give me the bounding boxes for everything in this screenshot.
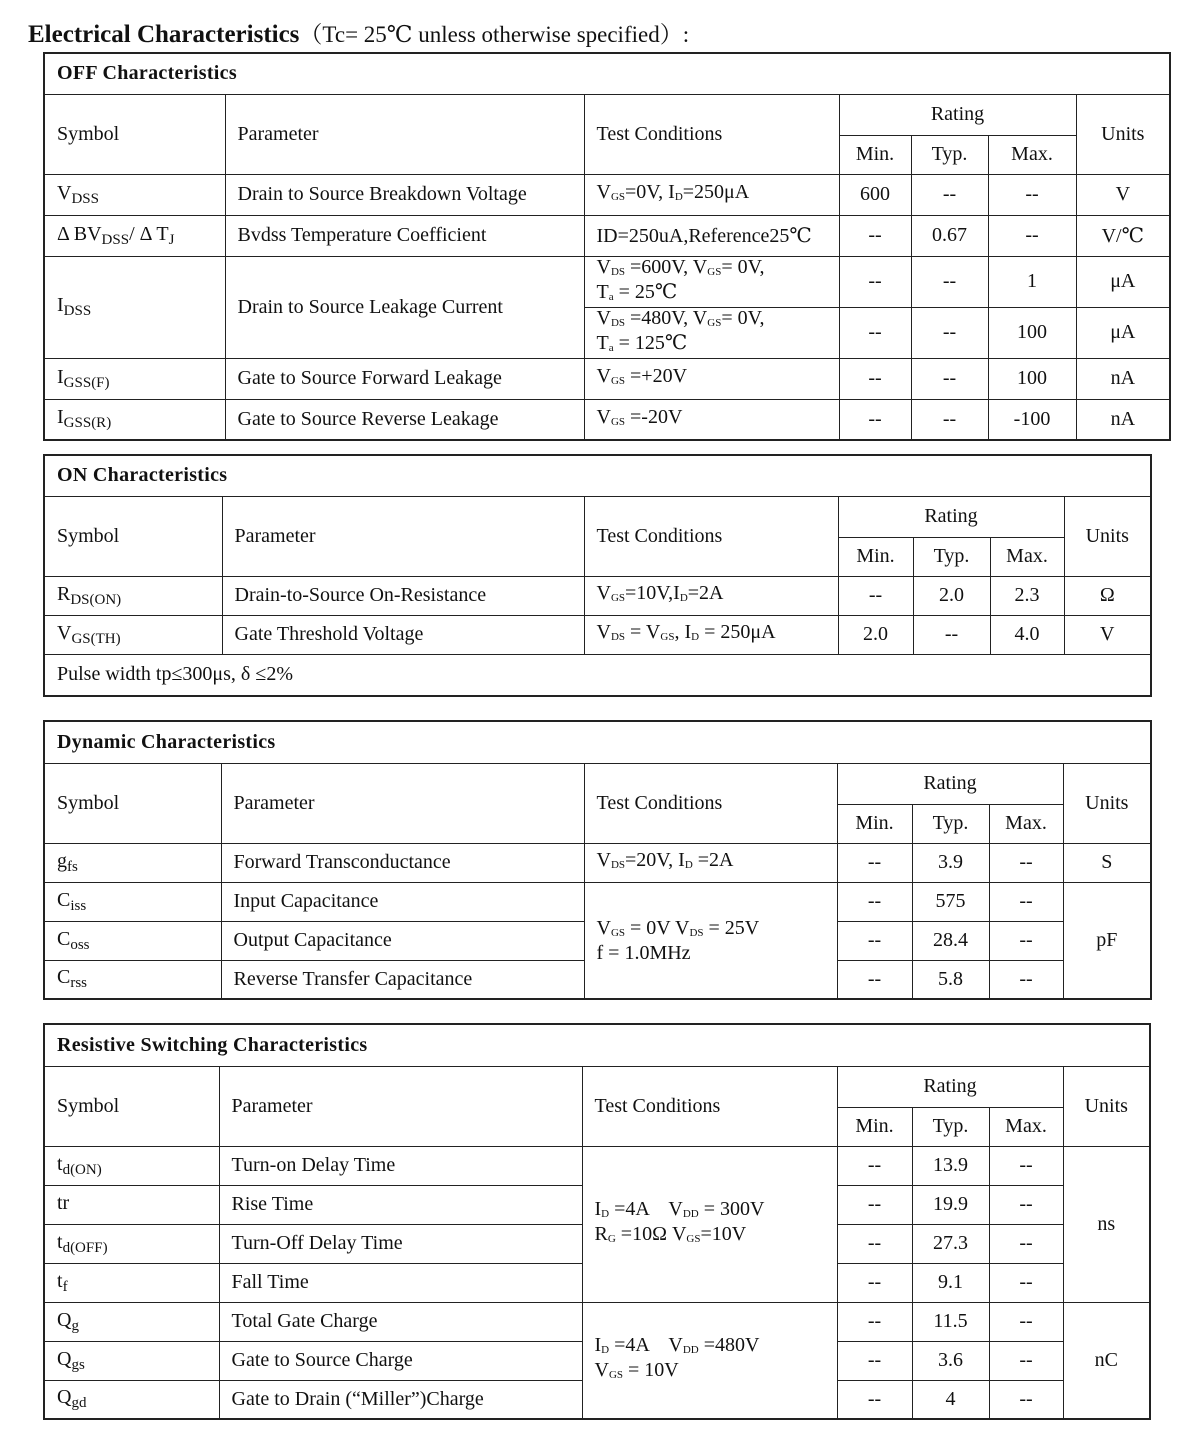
- min-cell: --: [839, 307, 911, 358]
- header-max: Max.: [990, 537, 1064, 576]
- max-cell: --: [988, 174, 1076, 215]
- max-cell: --: [989, 882, 1063, 921]
- min-cell: --: [837, 1185, 912, 1224]
- page-title: [28, 16, 689, 49]
- max-cell: 100: [988, 307, 1076, 358]
- unit-cell: V/℃: [1076, 215, 1170, 256]
- parameter-cell: Fall Time: [219, 1263, 582, 1302]
- min-cell: --: [837, 1341, 912, 1380]
- symbol-cell: $V_{GS(TH)}$: [44, 615, 222, 654]
- parameter-cell: Forward Transconductance: [221, 843, 584, 882]
- section-title: ON Characteristics: [44, 455, 1151, 496]
- header-parameter: Parameter: [225, 94, 584, 174]
- typ-cell: 19.9: [912, 1185, 989, 1224]
- header-max: Max.: [989, 1107, 1063, 1146]
- min-cell: --: [837, 882, 912, 921]
- section-title: Dynamic Characteristics: [44, 721, 1151, 763]
- header-min: Min.: [837, 1107, 912, 1146]
- typ-cell: 4: [912, 1380, 989, 1419]
- max-cell: -100: [988, 399, 1076, 440]
- symbol-cell: $t_{d(ON)}$: [44, 1146, 219, 1185]
- max-cell: --: [989, 921, 1063, 960]
- parameter-cell: Gate to Source Forward Leakage: [225, 358, 584, 399]
- header-symbol: Symbol: [44, 94, 225, 174]
- table-row: [44, 399, 1170, 440]
- unit-cell: nA: [1076, 358, 1170, 399]
- condition-cell: $V_{DS} = V_{GS}$, $I_D = 250\mu A$: [584, 615, 838, 654]
- min-cell: --: [837, 1224, 912, 1263]
- min-cell: --: [837, 921, 912, 960]
- section-title: OFF Characteristics: [44, 53, 1170, 94]
- condition-cell: $V_{GS} =-20V$: [584, 399, 839, 440]
- header-units: Units: [1076, 94, 1170, 174]
- typ-cell: 9.1: [912, 1263, 989, 1302]
- max-cell: --: [989, 1185, 1063, 1224]
- max-cell: --: [989, 1146, 1063, 1185]
- condition-cell: $I_D =4A$ $V_{DD} = 300V$ $R_G =10\Omega$ $V_{GS}=10V$: [582, 1146, 837, 1302]
- max-cell: 4.0: [990, 615, 1064, 654]
- condition-cell: $V_{DS} =600V$, $V_{GS}= 0V$, $T_a$ = 25℃: [584, 256, 839, 307]
- unit-cell: pF: [1063, 882, 1151, 999]
- symbol-cell: tr: [44, 1185, 219, 1224]
- condition-cell: $V_{GS} =+20V$: [584, 358, 839, 399]
- symbol-cell: $t_f$: [44, 1263, 219, 1302]
- condition-cell: $V_{DS} =480V$, $V_{GS}= 0V$, $T_a$ = 125℃: [584, 307, 839, 358]
- header-test-conditions: Test Conditions: [582, 1066, 837, 1146]
- condition-cell: $V_{GS} = 0V$ $V_{DS} = 25V$ f = 1.0MHz: [584, 882, 837, 999]
- typ-cell: 27.3: [912, 1224, 989, 1263]
- min-cell: 600: [839, 174, 911, 215]
- condition-cell: $I_D =4A$ $V_{DD} =480V$ $V_{GS} = 10V$: [582, 1302, 837, 1419]
- symbol-cell: $C_{oss}$: [44, 921, 221, 960]
- parameter-cell: Bvdss Temperature Coefficient: [225, 215, 584, 256]
- unit-cell: μA: [1076, 307, 1170, 358]
- page-title-note: （Tc= 25℃ unless otherwise specified）:: [299, 22, 690, 47]
- header-typ: Typ.: [912, 1107, 989, 1146]
- parameter-cell: Rise Time: [219, 1185, 582, 1224]
- header-symbol: Symbol: [44, 763, 221, 843]
- table-row: [44, 215, 1170, 256]
- max-cell: --: [989, 1302, 1063, 1341]
- header-min: Min.: [839, 135, 911, 174]
- symbol-cell: $Q_{gd}$: [44, 1380, 219, 1419]
- table-row: [44, 1302, 1150, 1341]
- typ-cell: --: [911, 307, 988, 358]
- parameter-cell: Gate to Source Charge: [219, 1341, 582, 1380]
- header-min: Min.: [837, 804, 912, 843]
- dynamic-characteristics-table: [43, 720, 1152, 1000]
- symbol-cell: $t_{d(OFF)}$: [44, 1224, 219, 1263]
- section-title: Resistive Switching Characteristics: [44, 1024, 1150, 1066]
- parameter-cell: Drain to Source Leakage Current: [225, 256, 584, 358]
- table-row: [44, 1146, 1150, 1185]
- condition-cell: $V_{GS}=0V$, $I_D=250\mu A$: [584, 174, 839, 215]
- symbol-cell: $C_{iss}$: [44, 882, 221, 921]
- condition-cell: $V_{GS}=10V,I_D=2A$: [584, 576, 838, 615]
- table-row: [44, 843, 1151, 882]
- typ-cell: 11.5: [912, 1302, 989, 1341]
- table-row: [44, 358, 1170, 399]
- parameter-cell: Output Capacitance: [221, 921, 584, 960]
- symbol-cell: $R_{DS(ON)}$: [44, 576, 222, 615]
- parameter-cell: Gate to Drain (“Miller”)Charge: [219, 1380, 582, 1419]
- off-characteristics-table: [43, 52, 1171, 441]
- typ-cell: 28.4: [912, 921, 989, 960]
- min-cell: --: [837, 1146, 912, 1185]
- symbol-cell: $Q_{gs}$: [44, 1341, 219, 1380]
- header-parameter: Parameter: [222, 496, 584, 576]
- max-cell: --: [989, 843, 1063, 882]
- min-cell: --: [839, 215, 911, 256]
- header-typ: Typ.: [911, 135, 988, 174]
- typ-cell: --: [911, 256, 988, 307]
- condition-cell: ID=250uA,Reference25℃: [584, 215, 839, 256]
- page-title-main: Electrical Characteristics: [28, 21, 300, 48]
- typ-cell: 3.9: [912, 843, 989, 882]
- header-symbol: Symbol: [44, 1066, 219, 1146]
- min-cell: 2.0: [838, 615, 913, 654]
- min-cell: --: [837, 960, 912, 999]
- header-parameter: Parameter: [219, 1066, 582, 1146]
- parameter-cell: Reverse Transfer Capacitance: [221, 960, 584, 999]
- on-characteristics-table: [43, 454, 1152, 697]
- parameter-cell: Turn-on Delay Time: [219, 1146, 582, 1185]
- max-cell: --: [989, 1224, 1063, 1263]
- parameter-cell: Input Capacitance: [221, 882, 584, 921]
- symbol-cell: $V_{DSS}$: [44, 174, 225, 215]
- header-rating: Rating: [839, 94, 1076, 135]
- min-cell: --: [839, 358, 911, 399]
- header-test-conditions: Test Conditions: [584, 94, 839, 174]
- header-min: Min.: [838, 537, 913, 576]
- header-parameter: Parameter: [221, 763, 584, 843]
- max-cell: --: [989, 1341, 1063, 1380]
- header-units: Units: [1063, 763, 1151, 843]
- table-row: [44, 882, 1151, 921]
- typ-cell: 3.6: [912, 1341, 989, 1380]
- header-test-conditions: Test Conditions: [584, 496, 838, 576]
- max-cell: 100: [988, 358, 1076, 399]
- switching-characteristics-table: [43, 1023, 1151, 1420]
- max-cell: --: [988, 215, 1076, 256]
- typ-cell: --: [913, 615, 990, 654]
- parameter-cell: Gate Threshold Voltage: [222, 615, 584, 654]
- symbol-cell: $I_{DSS}$: [44, 256, 225, 358]
- table-row: [44, 256, 1170, 307]
- max-cell: --: [989, 960, 1063, 999]
- header-typ: Typ.: [913, 537, 990, 576]
- parameter-cell: Drain-to-Source On-Resistance: [222, 576, 584, 615]
- condition-cell: $V_{DS}=20V$, $I_D =2A$: [584, 843, 837, 882]
- symbol-cell: $g_{fs}$: [44, 843, 221, 882]
- max-cell: 1: [988, 256, 1076, 307]
- max-cell: --: [989, 1380, 1063, 1419]
- header-units: Units: [1064, 496, 1151, 576]
- header-units: Units: [1063, 1066, 1150, 1146]
- unit-cell: Ω: [1064, 576, 1151, 615]
- max-cell: --: [989, 1263, 1063, 1302]
- min-cell: --: [839, 256, 911, 307]
- typ-cell: 575: [912, 882, 989, 921]
- unit-cell: μA: [1076, 256, 1170, 307]
- typ-cell: 2.0: [913, 576, 990, 615]
- min-cell: --: [837, 1263, 912, 1302]
- max-cell: 2.3: [990, 576, 1064, 615]
- unit-cell: S: [1063, 843, 1151, 882]
- symbol-cell: $I_{GSS(F)}$: [44, 358, 225, 399]
- typ-cell: --: [911, 174, 988, 215]
- symbol-cell: $Q_g$: [44, 1302, 219, 1341]
- parameter-cell: Turn-Off Delay Time: [219, 1224, 582, 1263]
- table-row: [44, 174, 1170, 215]
- unit-cell: V: [1064, 615, 1151, 654]
- header-rating: Rating: [837, 763, 1063, 804]
- table-row: [44, 615, 1151, 654]
- min-cell: --: [837, 1302, 912, 1341]
- parameter-cell: Total Gate Charge: [219, 1302, 582, 1341]
- min-cell: --: [837, 1380, 912, 1419]
- header-rating: Rating: [837, 1066, 1063, 1107]
- min-cell: --: [837, 843, 912, 882]
- unit-cell: nC: [1063, 1302, 1150, 1419]
- parameter-cell: Gate to Source Reverse Leakage: [225, 399, 584, 440]
- header-max: Max.: [988, 135, 1076, 174]
- header-max: Max.: [989, 804, 1063, 843]
- unit-cell: nA: [1076, 399, 1170, 440]
- typ-cell: --: [911, 358, 988, 399]
- header-typ: Typ.: [912, 804, 989, 843]
- pulse-width-note: Pulse width tp≤300μs, δ ≤2%: [44, 654, 1151, 696]
- header-test-conditions: Test Conditions: [584, 763, 837, 843]
- header-rating: Rating: [838, 496, 1064, 537]
- unit-cell: ns: [1063, 1146, 1150, 1302]
- typ-cell: --: [911, 399, 988, 440]
- symbol-cell: Δ $BV_{DSS}/$ Δ $T_J$: [44, 215, 225, 256]
- min-cell: --: [838, 576, 913, 615]
- table-row: [44, 576, 1151, 615]
- typ-cell: 5.8: [912, 960, 989, 999]
- min-cell: --: [839, 399, 911, 440]
- typ-cell: 13.9: [912, 1146, 989, 1185]
- unit-cell: V: [1076, 174, 1170, 215]
- symbol-cell: $C_{rss}$: [44, 960, 221, 999]
- symbol-cell: $I_{GSS(R)}$: [44, 399, 225, 440]
- parameter-cell: Drain to Source Breakdown Voltage: [225, 174, 584, 215]
- typ-cell: 0.67: [911, 215, 988, 256]
- header-symbol: Symbol: [44, 496, 222, 576]
